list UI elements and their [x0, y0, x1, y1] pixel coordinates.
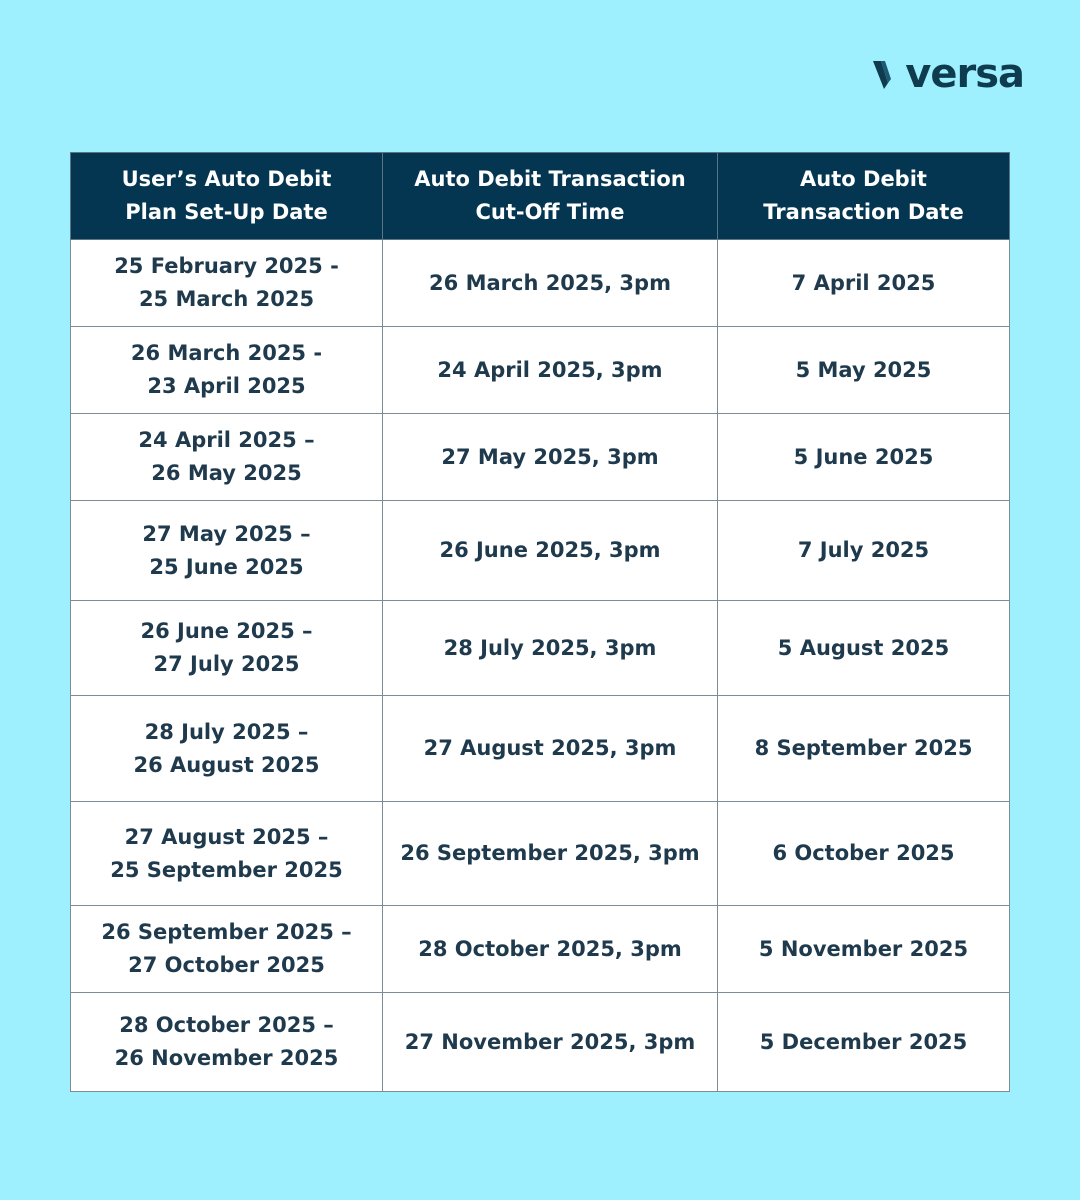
header-setup-date [71, 153, 383, 240]
header-setup-date-line-2: Plan Set-Up Date [125, 200, 328, 224]
cutoff-time-cell: 28 July 2025, 3pm [383, 601, 718, 696]
transaction-date-cell: 5 August 2025 [718, 601, 1010, 696]
cutoff-time-cell: 27 November 2025, 3pm [383, 993, 718, 1092]
setup-date-line: 25 September 2025 [110, 857, 343, 882]
table-body [71, 240, 1010, 1092]
table-row [71, 696, 1010, 802]
setup-date-cell [71, 696, 383, 802]
transaction-date-cell: 8 September 2025 [718, 696, 1010, 802]
setup-date-line: 28 July 2025 – [144, 719, 309, 744]
setup-date-line: 26 March 2025 - [130, 341, 323, 365]
setup-date-line: 23 April 2025 [147, 374, 306, 398]
header-cutoff-time [383, 153, 718, 240]
auto-debit-schedule-table [70, 152, 1010, 1092]
cutoff-time-cell: 24 April 2025, 3pm [383, 327, 718, 414]
table-row [71, 601, 1010, 696]
transaction-date-cell: 5 May 2025 [718, 327, 1010, 414]
setup-date-cell [71, 501, 383, 601]
setup-date-cell [71, 906, 383, 993]
table-row [71, 501, 1010, 601]
cutoff-time-cell: 26 September 2025, 3pm [383, 802, 718, 906]
setup-date-line: 27 August 2025 – [124, 824, 329, 849]
header-cutoff-time-line-1: Auto Debit Transaction [414, 167, 686, 191]
header-transaction-date-line-2: Transaction Date [763, 200, 964, 224]
cutoff-time-cell: 26 June 2025, 3pm [383, 501, 718, 601]
table-row [71, 327, 1010, 414]
setup-date-line: 25 June 2025 [149, 554, 304, 579]
setup-date-line: 24 April 2025 – [138, 428, 315, 452]
cutoff-time-cell: 26 March 2025, 3pm [383, 240, 718, 327]
table-header-row [71, 153, 1010, 240]
transaction-date-cell: 5 June 2025 [718, 414, 1010, 501]
setup-date-line: 26 September 2025 – [101, 920, 352, 944]
setup-date-line: 26 August 2025 [133, 752, 320, 777]
versa-logo [871, 52, 1024, 96]
setup-date-cell [71, 802, 383, 906]
transaction-date-cell: 5 December 2025 [718, 993, 1010, 1092]
setup-date-line: 25 March 2025 [138, 287, 315, 311]
header-cutoff-time-line-2: Cut-Off Time [475, 200, 625, 224]
setup-date-line: 27 July 2025 [153, 652, 300, 676]
cutoff-time-cell: 28 October 2025, 3pm [383, 906, 718, 993]
header-transaction-date-line-1: Auto Debit [800, 167, 927, 191]
transaction-date-cell: 5 November 2025 [718, 906, 1010, 993]
setup-date-cell [71, 993, 383, 1092]
setup-date-cell [71, 414, 383, 501]
header-setup-date-line-1: User’s Auto Debit [121, 167, 332, 191]
setup-date-cell [71, 240, 383, 327]
table-row [71, 993, 1010, 1092]
table-row [71, 414, 1010, 501]
transaction-date-cell: 7 July 2025 [718, 501, 1010, 601]
setup-date-line: 26 June 2025 – [140, 619, 313, 643]
table-row [71, 240, 1010, 327]
setup-date-line: 25 February 2025 - [114, 254, 339, 278]
table-row [71, 802, 1010, 906]
setup-date-cell [71, 327, 383, 414]
cutoff-time-cell: 27 August 2025, 3pm [383, 696, 718, 802]
versa-logo-text: versa [905, 51, 1024, 97]
transaction-date-cell: 7 April 2025 [718, 240, 1010, 327]
setup-date-line: 26 May 2025 [151, 461, 302, 485]
setup-date-cell [71, 601, 383, 696]
table-row [71, 906, 1010, 993]
setup-date-line: 27 October 2025 [128, 953, 325, 977]
versa-logo-mark-icon [871, 57, 905, 91]
header-transaction-date [718, 153, 1010, 240]
setup-date-line: 27 May 2025 – [142, 521, 311, 546]
transaction-date-cell: 6 October 2025 [718, 802, 1010, 906]
cutoff-time-cell: 27 May 2025, 3pm [383, 414, 718, 501]
setup-date-line: 26 November 2025 [114, 1046, 339, 1070]
setup-date-line: 28 October 2025 – [119, 1013, 334, 1037]
